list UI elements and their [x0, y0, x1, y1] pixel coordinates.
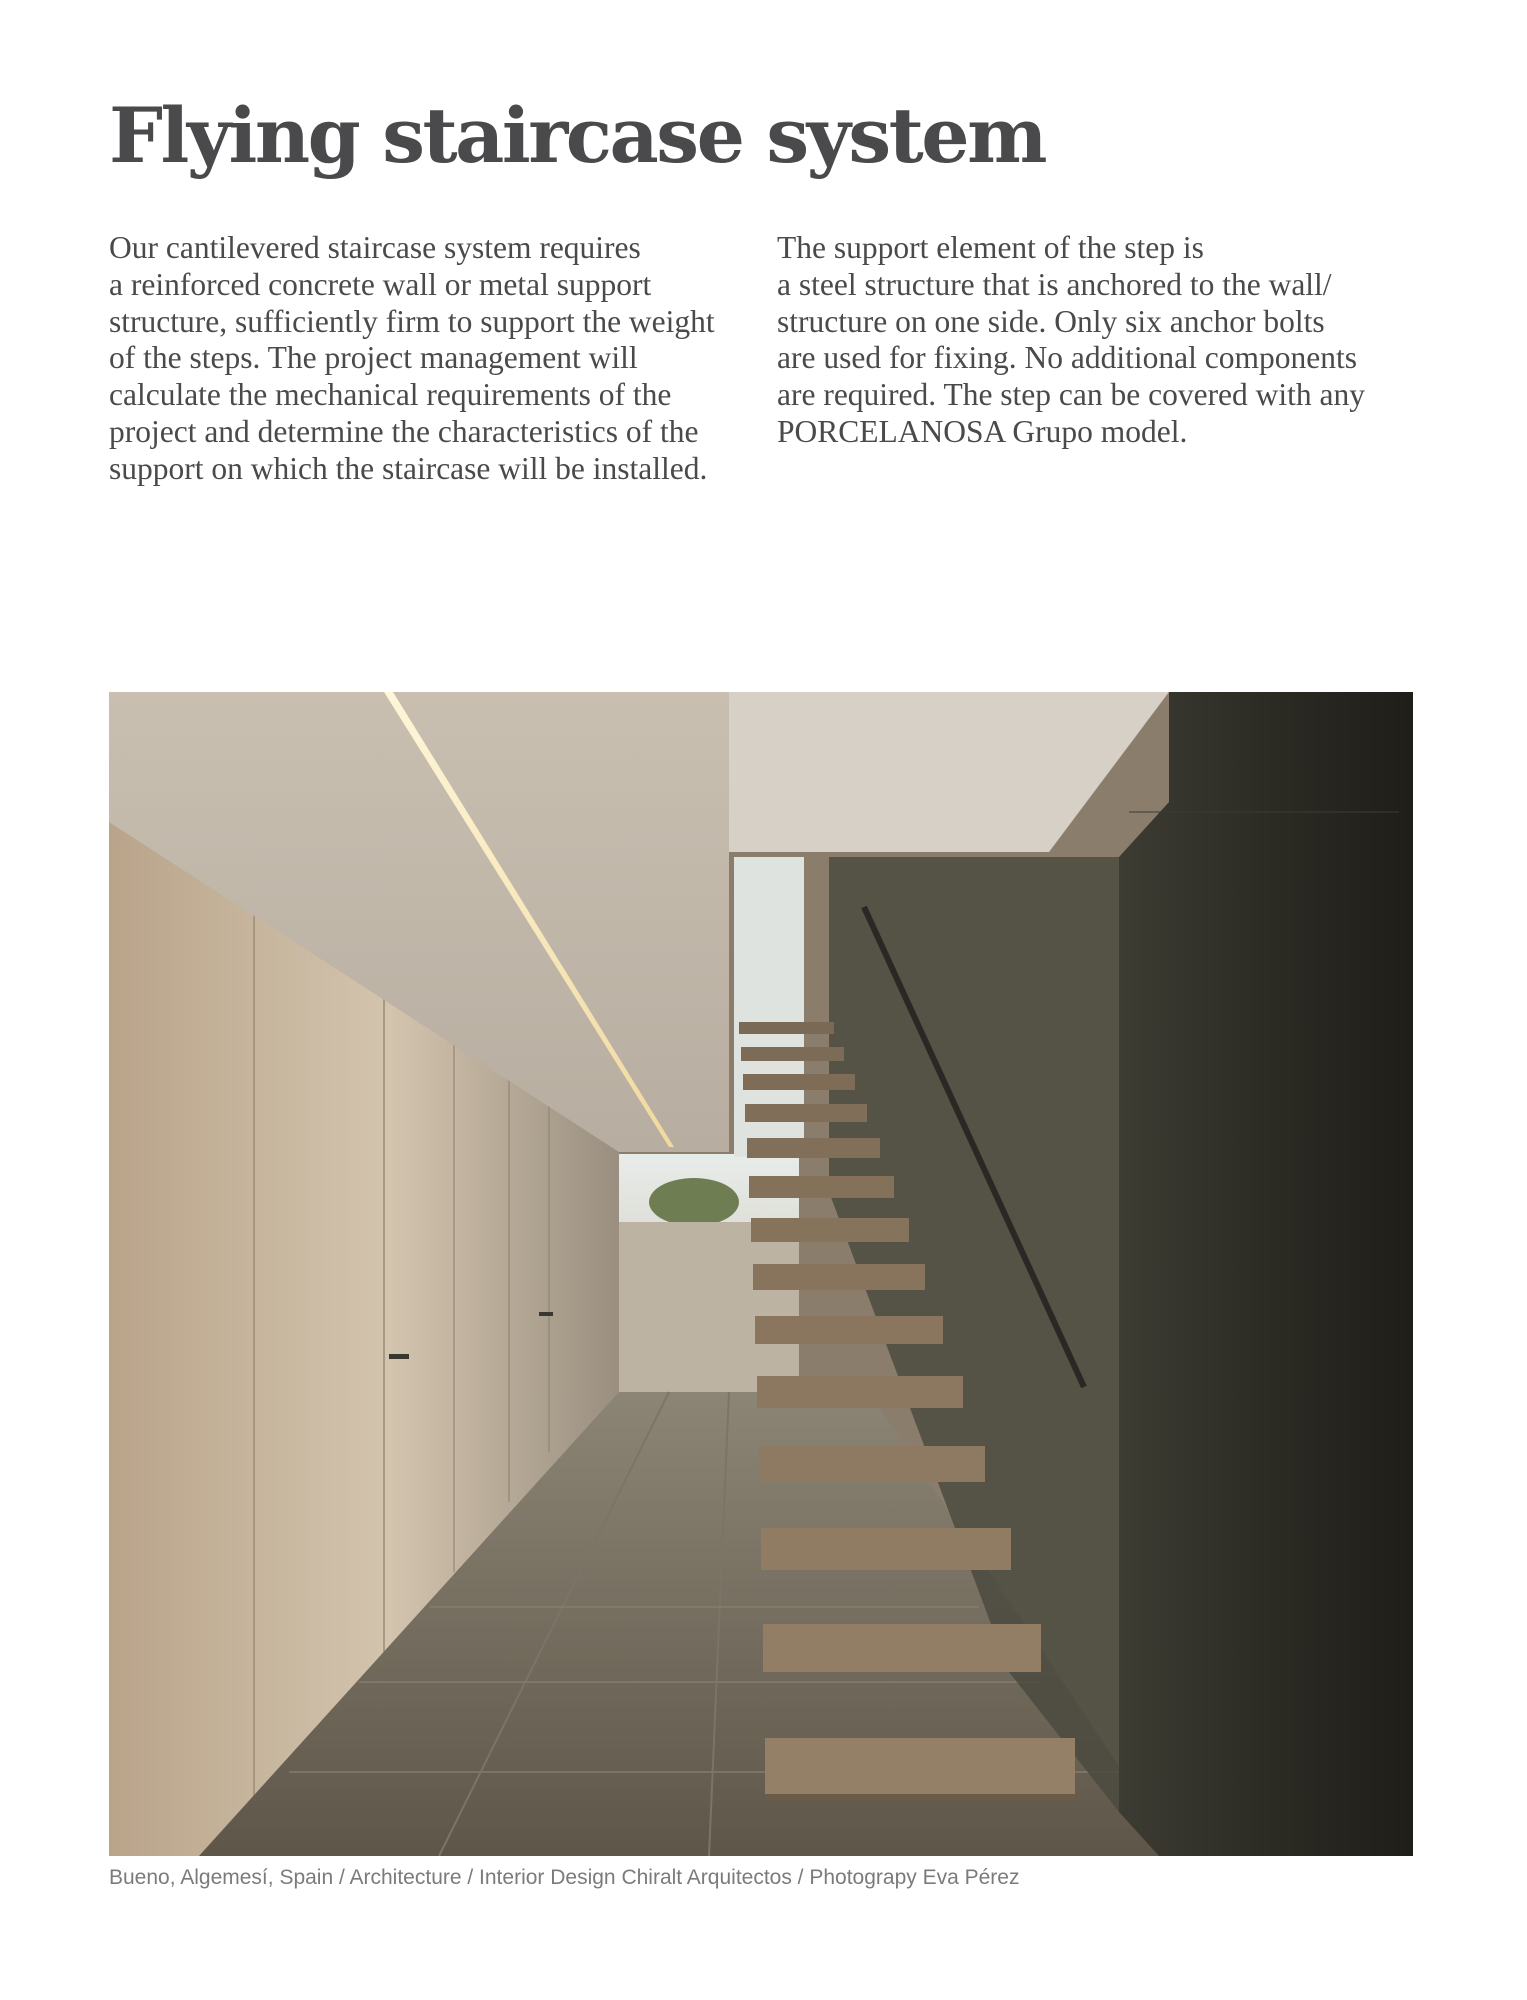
- body-text-line: structure, sufficiently firm to support the weight: [109, 303, 715, 339]
- body-text-line: support on which the staircase will be installed.: [109, 450, 708, 486]
- staircase-illustration: [109, 692, 1413, 1856]
- body-text-line: of the steps. The project management will: [109, 340, 638, 376]
- body-text-line: are required. The step can be covered with any: [777, 377, 1366, 413]
- body-text-line: a reinforced concrete wall or metal support: [109, 266, 652, 302]
- intro-left-column: [109, 230, 715, 488]
- body-text-line: are used for fixing. No additional components: [777, 340, 1357, 376]
- photo-caption: Bueno, Algemesí, Spain / Architecture / Interior Design Chiralt Arquitectos / Photograpy Eva Pérez: [109, 1866, 1020, 1889]
- body-text-line: calculate the mechanical requirements of the: [109, 377, 672, 413]
- body-text-line: The support element of the step is: [777, 230, 1204, 265]
- body-text-line: Our cantilevered staircase system requires: [109, 230, 641, 265]
- body-text-line: PORCELANOSA Grupo model.: [777, 413, 1188, 449]
- body-text-line: a steel structure that is anchored to the wall/: [777, 266, 1332, 302]
- body-text-line: structure on one side. Only six anchor bolts: [777, 303, 1325, 339]
- page-title: Flying staircase system: [109, 91, 1045, 180]
- body-text-line: project and determine the characteristics of the: [109, 413, 699, 449]
- dark-stone-wall: [1119, 692, 1413, 1856]
- staircase-photo: [109, 692, 1413, 1856]
- intro-right-column: [777, 230, 1365, 451]
